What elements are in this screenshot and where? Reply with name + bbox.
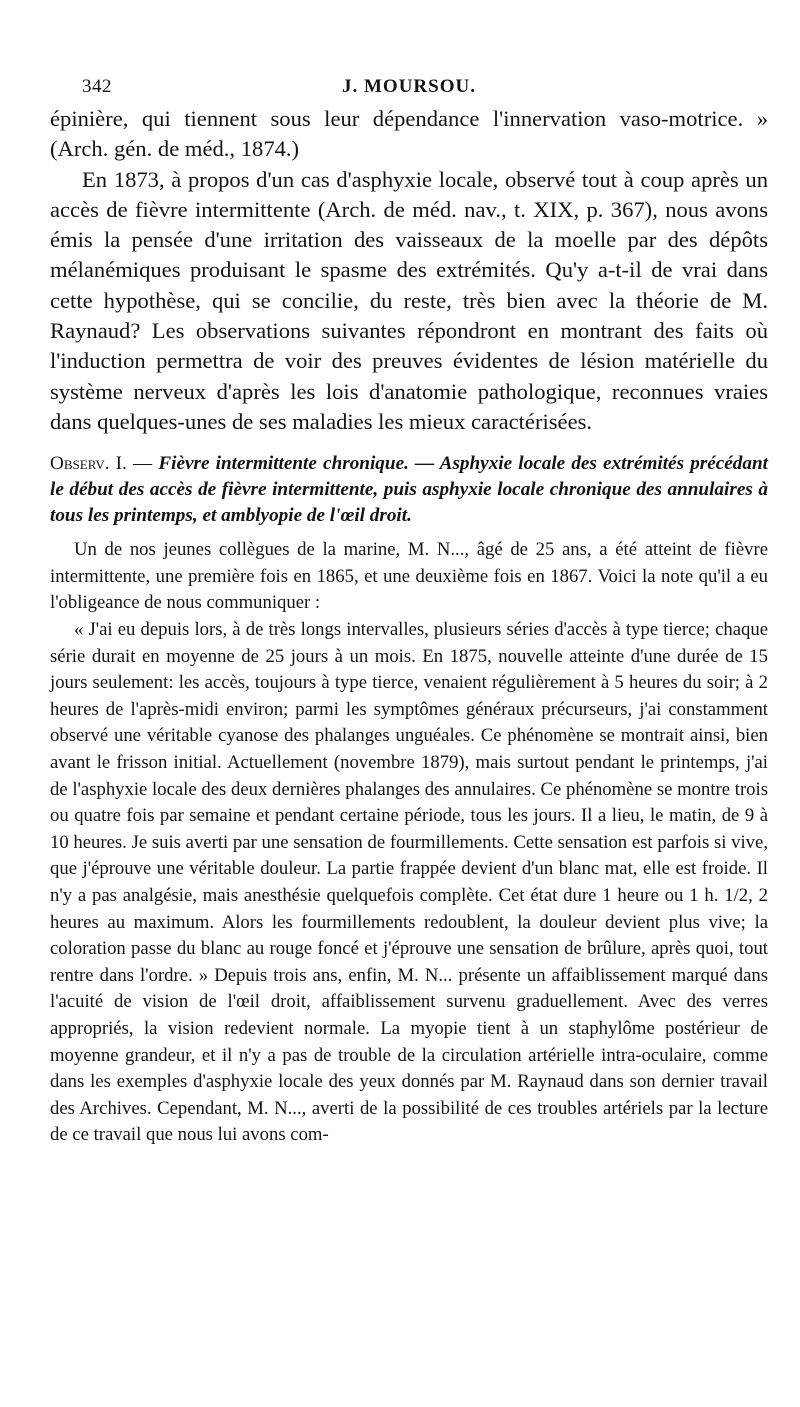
book-page xyxy=(50,76,768,1149)
main-text xyxy=(50,104,768,437)
running-head xyxy=(50,76,768,104)
observation-label: Observ. I. — xyxy=(50,453,153,475)
observation-body xyxy=(50,537,768,1149)
observation-title: Fièvre intermittente chronique. — Asphyxie locale des extrémités précédant le début des accès de fièvre intermittente, puis asphyxie locale chronique des annulaires à tous les printemps, et amblyopie de l'œil droit. xyxy=(50,453,768,527)
small-paragraph-2: « J'ai eu depuis lors, à de très longs intervalles, plusieurs séries d'accès à type tierce; chaque série durait en moyenne de 25 jours à un mois. En 1875, nouvelle atteinte d'une durée de 15 jours seulement: les accès, toujours à type tierce, venaient régulièrement à 5 heures du soir; à 2 heures de l'après-midi environ; parmi les symptômes généraux précurseurs, j'ai constamment observé une véritable cyanose des phalanges unguéales. Ce phénomène se montrait ainsi, bien avant le frisson initial. Actuellement (novembre 1879), mais surtout pendant le printemps, j'ai de l'asphyxie locale des deux dernières phalanges des annulaires. Ce phénomène se montre trois ou quatre fois par semaine et pendant certaine période, tous les jours. Il a lieu, le matin, de 9 à 10 heures. Je suis averti par une sensation de fourmillements. Cette sensation est parfois si vive, que j'éprouve une véritable douleur. La partie frappée devient d'un blanc mat, elle est froide. Il n'y a pas analgésie, mais anesthésie quelquefois complète. Cet état dure 1 heure ou 1 h. 1/2, 2 heures au maximum. Alors les fourmillements redoublent, la douleur devient plus vive; la coloration passe du blanc au rouge foncé et j'éprouve une sensation de brûlure, après quoi, tout rentre dans l'ordre. » Depuis trois ans, enfin, M. N... présente un affaiblissement marqué dans l'acuité de vision de l'œil droit, affaiblissement survenu graduellement. Avec des verres appropriés, la vision redevient normale. La myopie tient à un staphylôme postérieur de moyenne grandeur, et il n'y a pas de trouble de la circulation artérielle intra-oculaire, comme dans les exemples d'asphyxie locale des yeux donnés par M. Raynaud dans son dernier travail des Archives. Cependant, M. N..., averti de la possibilité de ces troubles artériels par la lecture de ce travail que nous lui avons com- xyxy=(50,619,768,1146)
observation-heading xyxy=(50,451,768,529)
page-number: 342 xyxy=(82,76,112,97)
running-title: J. MOURSOU. xyxy=(342,76,476,97)
paragraph-2: En 1873, à propos d'un cas d'asphyxie locale, observé tout à coup après un accès de fièvre intermittente (Arch. de méd. nav., t. XIX, p. 367), nous avons émis la pensée d'une irritation des vaisseaux de la moelle par des dépôts mélanémiques produisant le spasme des extrémités. Qu'y a-t-il de vrai dans cette hypothèse, qui se concilie, du reste, très bien avec la théorie de M. Raynaud? Les observations suivantes répondront en montrant des faits où l'induction permettra de voir des preuves évidentes de lésion matérielle du système nerveux d'après les lois d'anatomie pathologique, reconnues vraies dans quelques-unes de ses maladies les mieux caractérisées. xyxy=(50,166,768,434)
paragraph-1: épinière, qui tiennent sous leur dépendance l'innervation vaso-motrice. » (Arch. gén. de méd., 1874.) xyxy=(50,106,768,162)
small-paragraph-1: Un de nos jeunes collègues de la marine, M. N..., âgé de 25 ans, a été atteint de fièvre intermittente, une première fois en 1865, et une deuxième fois en 1867. Voici la note qu'il a eu l'obligeance de nous communiquer : xyxy=(50,539,768,614)
